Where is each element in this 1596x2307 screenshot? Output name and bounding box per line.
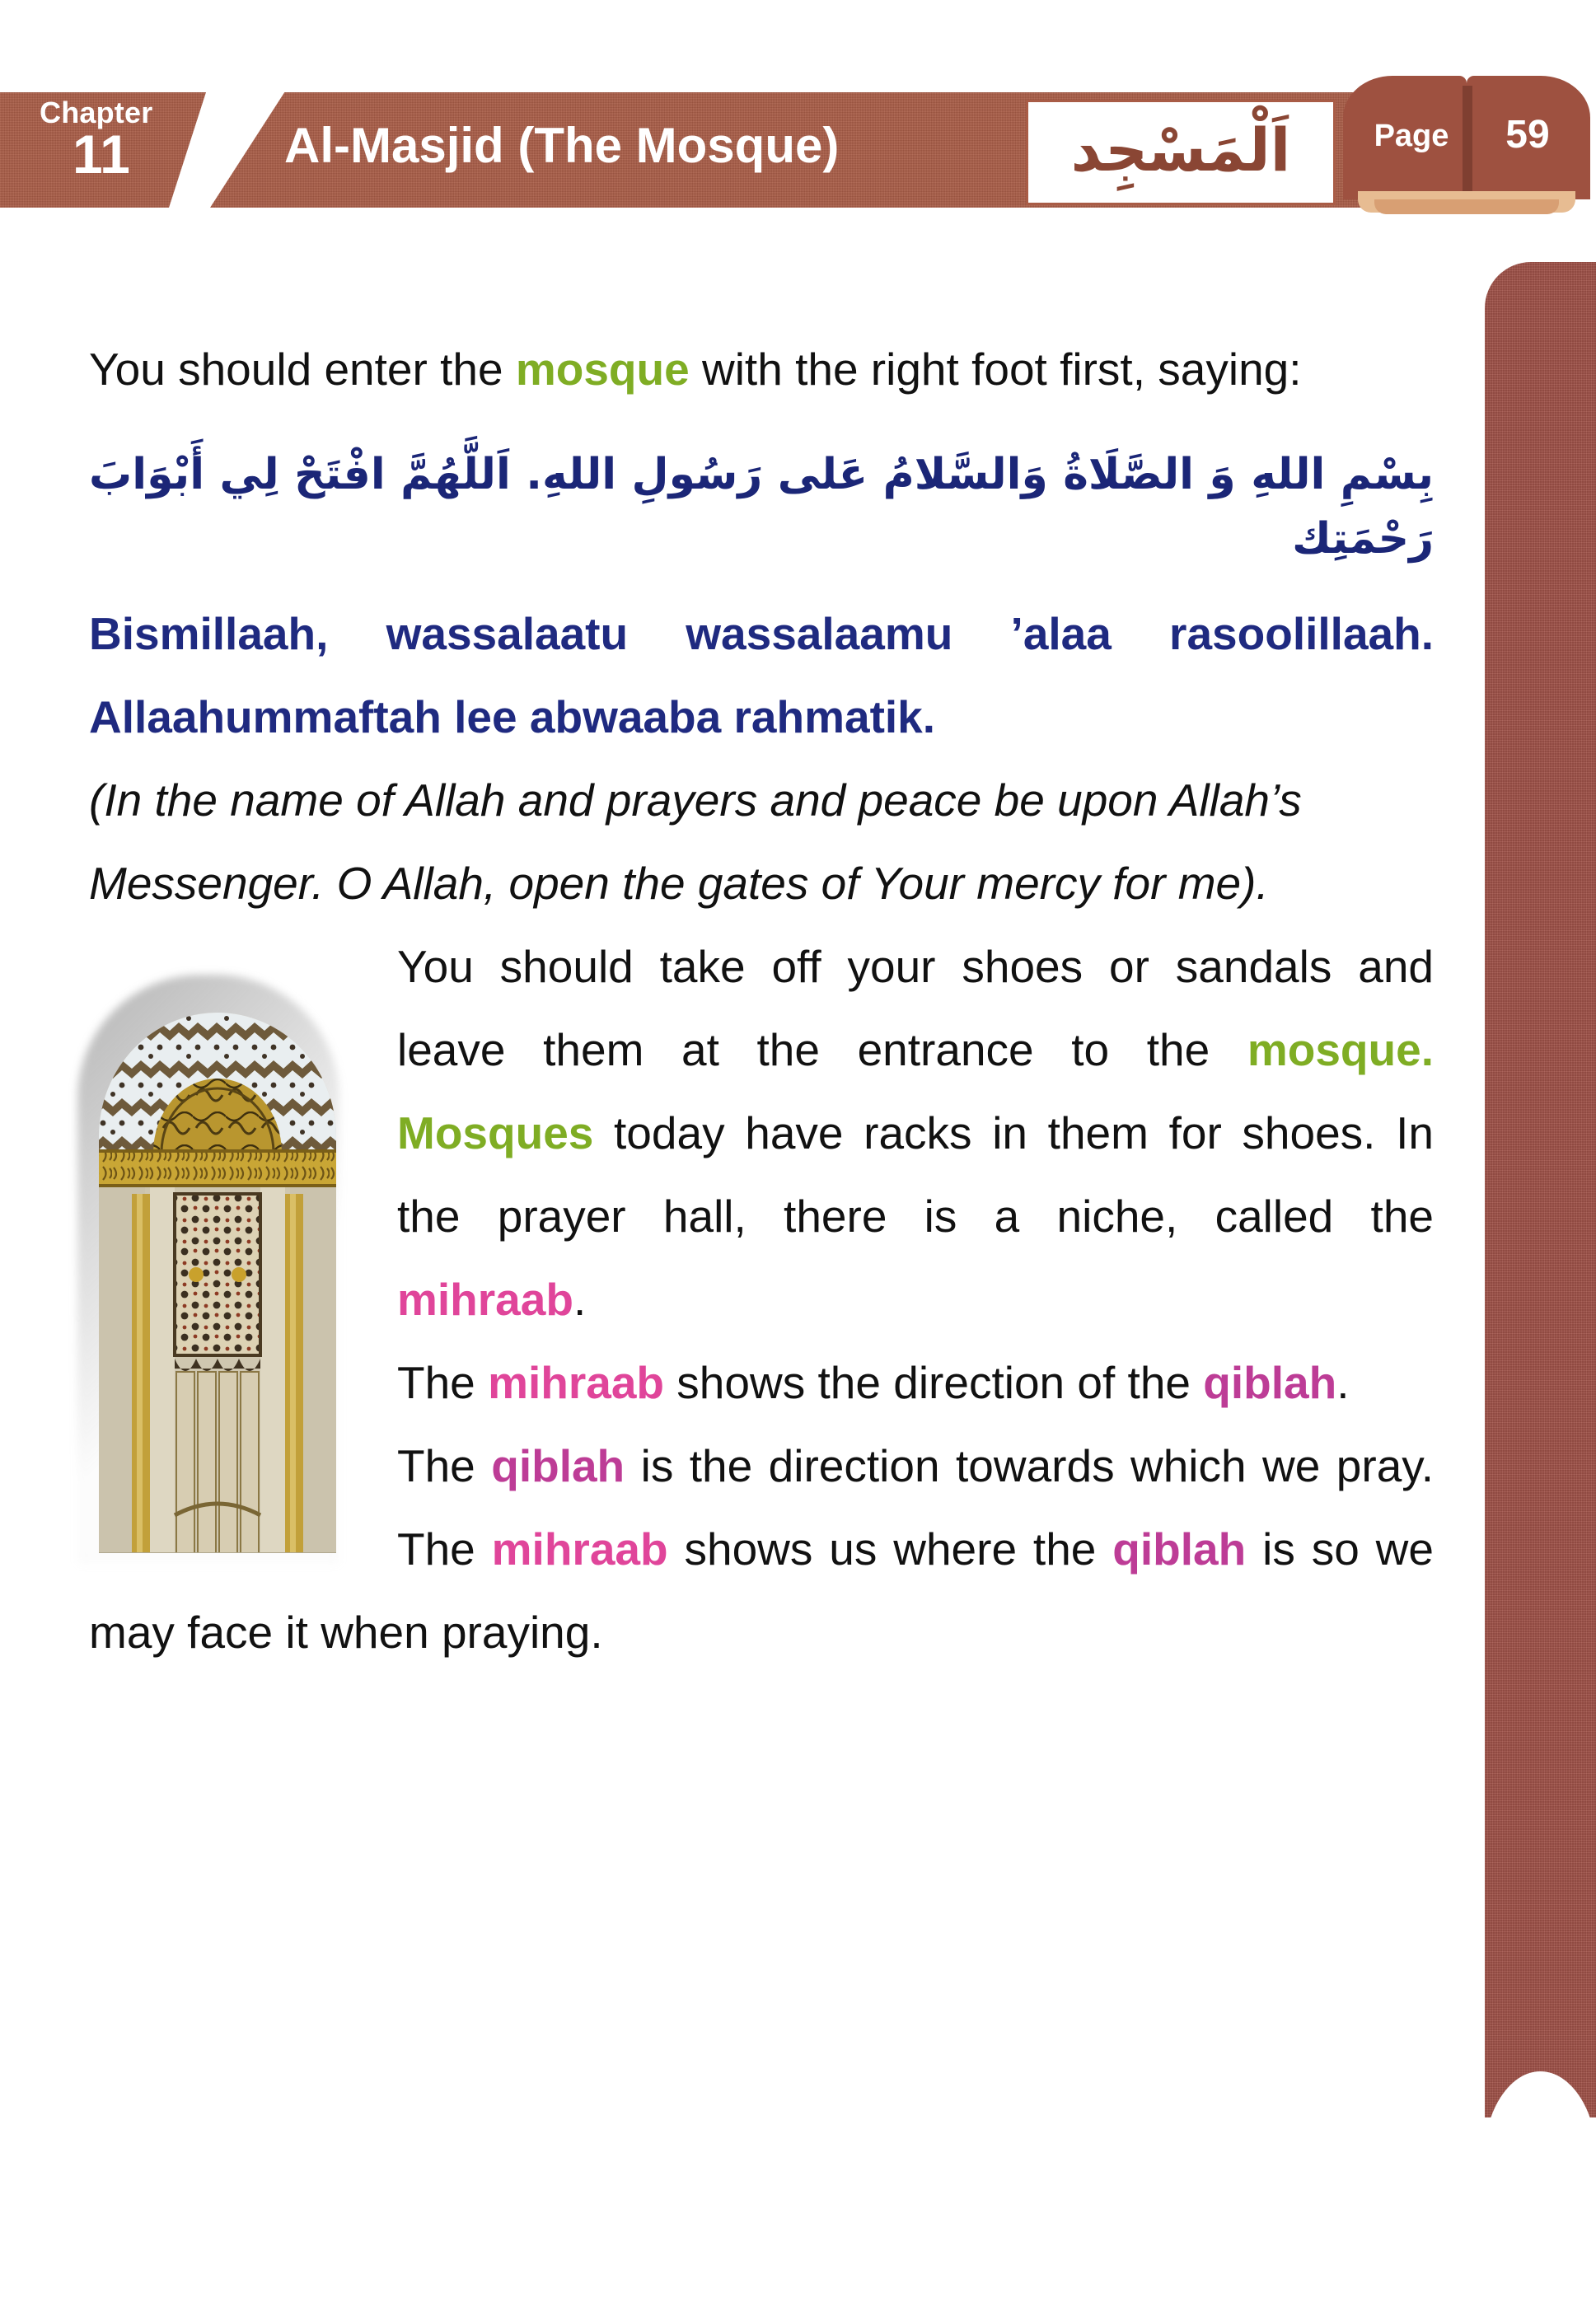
arabic-dua-line: بِسْمِ اللهِ وَ الصَّلَاةُ وَالسَّلامُ عَلى رَسُولِ اللهِ. اَللَّهُمَّ افْتَحْ لِي أَبْوَابَ رَحْمَتِك (89, 450, 1434, 564)
term-mosque-mosques: mosque. Mosques (397, 1024, 1434, 1158)
p3-text-2: shows the direction of the (664, 1357, 1204, 1408)
chapter-header-banner (0, 92, 1450, 208)
p2-text-2: today have racks in them for shoes. In the prayer hall, there is a niche, called the (397, 1107, 1434, 1242)
p4-text-4: is so we may face it when praying. (89, 1523, 1434, 1658)
term-qiblah-2: qiblah (491, 1440, 625, 1491)
arabic-title-text: اَلْمَسْجِد (1070, 115, 1291, 185)
p4-text-1: The (397, 1440, 492, 1491)
intro-text-after: with the right foot first, saying: (689, 344, 1302, 395)
transliteration-paragraph: Bismillaah, wassalaatu wassalaamu ’alaa rasoolillaah. Allaahummaftah lee abwaaba rahmatik. (89, 608, 1434, 742)
chapter-number: 11 (73, 124, 130, 185)
p2-text-1: You should take off your shoes or sandals and leave them at the entrance to the (397, 941, 1434, 1075)
p3-text-1: The (397, 1357, 489, 1408)
page-title: Al-Masjid (The Mosque) (284, 118, 840, 173)
mihrab-photograph (94, 947, 341, 1553)
term-mosque: mosque (515, 344, 690, 395)
term-qiblah-3: qiblah (1112, 1523, 1247, 1575)
page-label: Page (1374, 119, 1449, 153)
chapter-label: Chapter (40, 96, 153, 129)
term-mihraab-2: mihraab (488, 1357, 665, 1408)
intro-text-before: You should enter the (89, 344, 516, 395)
term-mihraab-3: mihraab (491, 1523, 668, 1575)
mihrab-figure (89, 947, 361, 1573)
page-number: 59 (1505, 113, 1550, 157)
p3-text-3: . (1336, 1357, 1350, 1408)
p2-text-3: . (573, 1274, 587, 1325)
p4-text-3: shows us where the (667, 1523, 1113, 1575)
book-pages-edge-icon (1374, 199, 1559, 214)
page-number-badge (1343, 76, 1590, 214)
p4-text-2: is the direction towards which we pray. The (397, 1440, 1434, 1575)
paragraph-intro (89, 328, 1434, 411)
decorative-side-bar (1485, 262, 1596, 2117)
page-content (89, 328, 1434, 1674)
arabic-title-box (1026, 100, 1336, 205)
term-qiblah: qiblah (1203, 1357, 1337, 1408)
term-mihraab: mihraab (397, 1274, 573, 1325)
translation-paragraph: (In the name of Allah and prayers and peace be upon Allah’s Messenger. O Allah, open the gates of Your mercy for me). (89, 774, 1302, 909)
